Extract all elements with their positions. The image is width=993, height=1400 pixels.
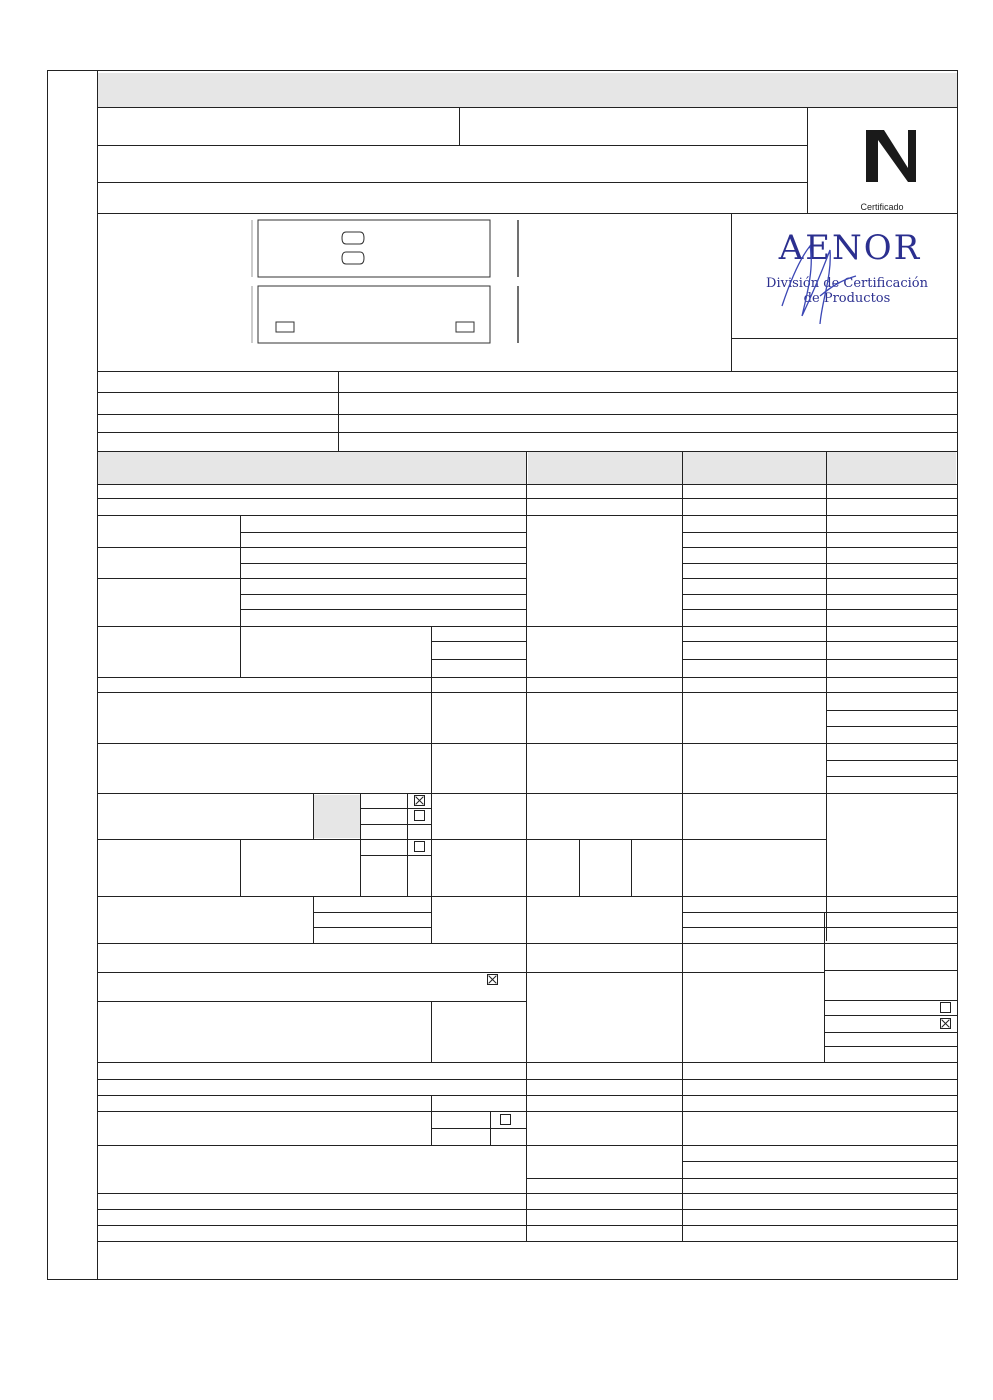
lower-checkbox-1[interactable] — [500, 1114, 511, 1125]
right-checkbox-2[interactable] — [940, 1018, 951, 1029]
left-margin-rule — [97, 70, 98, 1280]
cargas-checkbox-3[interactable] — [414, 841, 425, 852]
aenor-n-logo-icon — [864, 128, 918, 184]
aenor-brand: AENOR — [778, 228, 922, 268]
right-checkbox-1[interactable] — [940, 1002, 951, 1013]
cargas-checkbox-2[interactable] — [414, 810, 425, 821]
handwritten-signature — [772, 236, 862, 328]
cargas-checkbox-1[interactable] — [414, 795, 425, 806]
aenor-division-line2: de Productos — [803, 291, 891, 306]
aenor-division-line1: División de Certificación — [766, 276, 928, 291]
certificate-label: Certificado — [860, 202, 904, 212]
product-technical-drawing — [246, 216, 576, 348]
mid-checkbox-1[interactable] — [487, 974, 498, 985]
